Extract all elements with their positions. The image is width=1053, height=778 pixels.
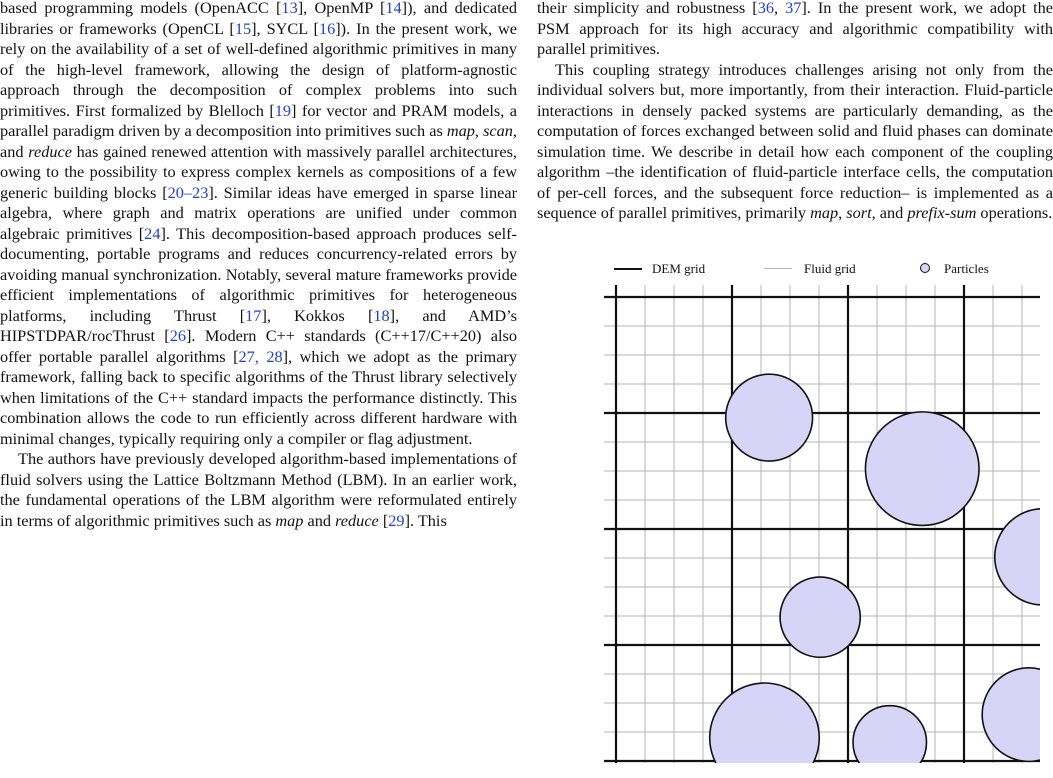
text-run: ], which we adopt as the primary framework, falling back to specific algorithms of the Thrust library selectively when limitations of the C++ standard impacts the performance distinctly. This combination allows the code to run efficiently across different hardware with minimal changes, typically requiring only a compiler or flag adjustment. <box>0 346 517 448</box>
text-run: ]. Modern C++ standards (C++17/C++20) also offer portable parallel algorithms [ <box>0 326 517 366</box>
emphasis-term: map <box>810 203 839 222</box>
text-run: , <box>773 0 786 17</box>
grid-diagram <box>600 285 1040 763</box>
legend-particles: Particles <box>944 261 989 276</box>
text-run: ]. This <box>404 510 447 530</box>
citation-link[interactable]: 14 <box>385 0 402 17</box>
text-run: , <box>474 121 484 140</box>
text-run: , and <box>0 121 517 161</box>
particle <box>853 706 926 763</box>
particle <box>865 412 979 526</box>
paragraph-primitives <box>0 0 517 449</box>
text-run: their simplicity and robustness [ <box>537 0 758 17</box>
text-run: operations. <box>976 203 1053 222</box>
citation-link[interactable]: 29 <box>388 510 405 530</box>
particle <box>995 509 1040 605</box>
citation-link[interactable]: 13 <box>281 0 298 17</box>
text-run: ], and AMD’s HIPSTDPAR/rocThrust [ <box>0 305 517 345</box>
text-run: ]). In the present work, we rely on the availability of a set of well-defined algorithmic primitives in many of the high-level framework, allowing the design of platform-agnostic approach through the decomposition of complex problems into such primitives. First formalized by Blelloch [ <box>0 18 517 120</box>
text-run: ] for vector and PRAM models, a parallel paradigm driven by a decomposition into primitives such as <box>0 100 517 140</box>
text-run: ], SYCL [ <box>251 18 319 38</box>
text-run: and <box>303 510 336 530</box>
right-column <box>537 0 1053 224</box>
text-run: ], OpenMP [ <box>297 0 386 17</box>
emphasis-term: map <box>275 510 304 530</box>
text-run: The authors have previously developed algorithm-based implementations of fluid solvers using the Lattice Boltzmann Method (LBM). In an earlier work, the fundamental operations of the LBM algorithm were reformulated entirely in terms of algorithmic primitives such as <box>0 449 517 530</box>
emphasis-term: reduce <box>335 510 379 530</box>
particle <box>982 668 1040 762</box>
text-run: ]. Similar ideas have emerged in sparse linear algebra, where graph and matrix operations are unified under common algebraic primitives [ <box>0 182 517 243</box>
figure-legend <box>614 258 1024 280</box>
emphasis-term: reduce <box>28 141 72 161</box>
dem-grid-line-icon <box>614 268 642 270</box>
citation-link[interactable]: 36 <box>757 0 774 17</box>
particle-circle-icon <box>920 263 930 273</box>
text-run: has gained renewed attention with massively parallel architectures, owing to the possibility to express complex kernels as compositions of a few generic building blocks [ <box>0 141 517 202</box>
emphasis-term: map <box>446 121 475 140</box>
emphasis-term: scan <box>483 121 513 140</box>
emphasis-term: sort <box>846 203 872 222</box>
particle <box>710 683 820 763</box>
emphasis-term: prefix-sum <box>907 203 977 222</box>
particle <box>780 577 860 657</box>
text-run: ]. In the present work, we adopt the PSM approach for its high accuracy and algorithmic compatibility with parallel primitives. <box>537 0 1053 58</box>
text-run: ], Kokkos [ <box>261 305 374 325</box>
text-run: , and <box>871 203 908 222</box>
text-run: This coupling strategy introduces challenges arising not only from the individual solvers but, more importantly, from their interaction. Fluid-particle interactions in densely packed systems are particularly demanding, as the computation of forces exchanged between solid and fluid phases can dominate simulation time. We describe in detail how each component of the coupling algorithm –the identification of fluid-particle interface cells, the computation of per-cell forces, and the subsequent force reduction– is implemented as a sequence of parallel primitives, primarily <box>537 59 1053 222</box>
citation-link[interactable]: 19 <box>274 100 292 120</box>
left-column <box>0 0 517 531</box>
text-run: based programming models (OpenACC [ <box>0 0 282 17</box>
citation-link[interactable]: 18 <box>373 305 390 325</box>
fluid-grid-line-icon <box>764 268 792 269</box>
citation-link[interactable]: 37 <box>785 0 802 17</box>
text-run: ]. This decomposition-based approach produces self-documenting, portable programs and reduces concurrency-related errors by avoiding manual synchronization. Notably, several mature frameworks provide efficient implementations of algorithmic primitives for heterogeneous platforms, including Thrust [ <box>0 223 517 325</box>
paragraph-psm <box>537 0 1053 60</box>
legend-fluid-grid: Fluid grid <box>804 261 856 276</box>
paragraph-lbm <box>0 449 517 531</box>
text-run: [ <box>378 510 389 530</box>
citation-link[interactable]: 24 <box>144 223 161 243</box>
text-run: ]), and dedicated libraries or frameworks (OpenCL [ <box>0 0 518 38</box>
particle <box>726 374 813 461</box>
text-run: , <box>838 203 847 222</box>
citation-link[interactable]: 17 <box>245 305 262 325</box>
citation-link[interactable]: 26 <box>169 326 187 345</box>
citation-link[interactable]: 20–23 <box>167 182 209 202</box>
legend-dem-grid: DEM grid <box>652 261 706 276</box>
citation-link[interactable]: 16 <box>318 18 336 38</box>
citation-link[interactable]: 27, 28 <box>238 346 283 366</box>
paragraph-coupling <box>537 60 1053 224</box>
citation-link[interactable]: 15 <box>234 18 252 38</box>
